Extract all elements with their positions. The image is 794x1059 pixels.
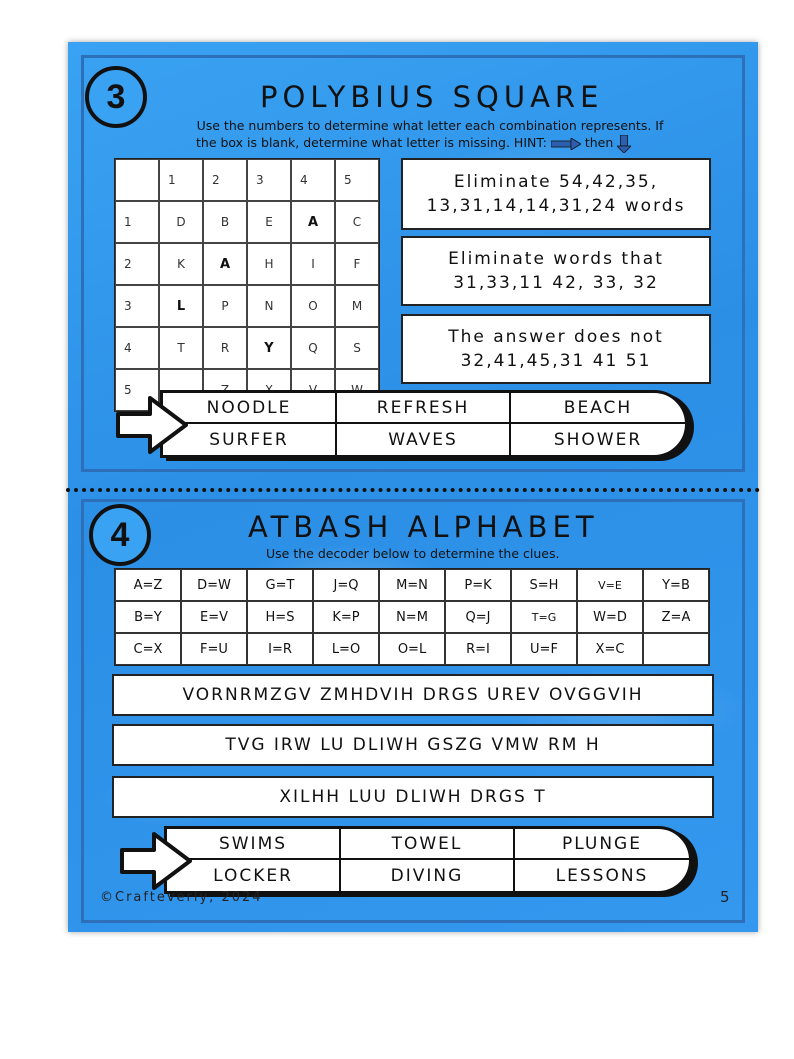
grid-header: 2 <box>115 243 159 285</box>
grid-cell: O <box>291 285 335 327</box>
grid-cell: D <box>159 201 203 243</box>
grid-cell: A <box>291 201 335 243</box>
clue-box-2 <box>401 236 711 306</box>
decoder-cell: D=W <box>181 569 247 601</box>
decoder-cell: W=D <box>577 601 643 633</box>
answer-word[interactable]: SWIMS <box>167 829 341 860</box>
section-divider <box>66 488 760 492</box>
answer-word[interactable]: SURFER <box>163 424 337 455</box>
grid-cell: K <box>159 243 203 285</box>
decoder-cell: Z=A <box>643 601 709 633</box>
section-3-instructions-line1: Use the numbers to determine what letter each combination represents. If <box>196 118 664 133</box>
encoded-clue-2: TVG IRW LU DLIWH GSZG VMW RM H <box>112 724 714 766</box>
grid-cell: C <box>335 201 379 243</box>
grid-cell <box>115 159 159 201</box>
answer-word[interactable]: PLUNGE <box>515 829 689 860</box>
grid-cell: R <box>203 327 247 369</box>
worksheet-page <box>68 42 758 932</box>
pointer-arrow-icon <box>114 394 190 456</box>
grid-header: 4 <box>115 327 159 369</box>
grid-cell: M <box>335 285 379 327</box>
clue-1-line1: Eliminate 54,42,35, <box>453 172 659 192</box>
clue-2-line1: Eliminate words that <box>448 249 664 269</box>
decoder-cell: H=S <box>247 601 313 633</box>
page-number: 5 <box>720 888 730 906</box>
answer-word[interactable]: TOWEL <box>341 829 515 860</box>
decoder-cell: B=Y <box>115 601 181 633</box>
grid-cell: H <box>247 243 291 285</box>
grid-cell: T <box>159 327 203 369</box>
decoder-cell: N=M <box>379 601 445 633</box>
encoded-clue-3: XILHH LUU DLIWH DRGS T <box>112 776 714 818</box>
grid-cell: S <box>335 327 379 369</box>
decoder-cell: X=C <box>577 633 643 665</box>
grid-header: 3 <box>115 285 159 327</box>
answer-word[interactable]: WAVES <box>337 424 511 455</box>
section-3-title: POLYBIUS SQUARE <box>260 80 604 114</box>
decoder-cell: Y=B <box>643 569 709 601</box>
right-arrow-icon <box>551 138 581 150</box>
grid-header: 4 <box>291 159 335 201</box>
decoder-cell: A=Z <box>115 569 181 601</box>
answer-word[interactable]: NOODLE <box>163 393 337 424</box>
decoder-cell: R=I <box>445 633 511 665</box>
clue-box-3 <box>401 314 711 384</box>
decoder-cell: I=R <box>247 633 313 665</box>
grid-header: 3 <box>247 159 291 201</box>
decoder-cell: T=G <box>511 601 577 633</box>
decoder-cell: L=O <box>313 633 379 665</box>
clue-box-1 <box>401 158 711 230</box>
grid-cell: Y <box>247 327 291 369</box>
decoder-cell: Q=J <box>445 601 511 633</box>
decoder-cell: O=L <box>379 633 445 665</box>
answer-word[interactable]: SHOWER <box>553 429 643 450</box>
answer-word[interactable]: LOCKER <box>167 860 341 891</box>
grid-cell: I <box>291 243 335 285</box>
answer-word[interactable]: REFRESH <box>337 393 511 424</box>
decoder-cell: F=U <box>181 633 247 665</box>
grid-cell: P <box>203 285 247 327</box>
decoder-cell <box>643 633 709 665</box>
instructions-then-text: then <box>584 135 614 150</box>
grid-header: 2 <box>203 159 247 201</box>
decoder-cell: J=Q <box>313 569 379 601</box>
section-4-instructions: Use the decoder below to determine the clues. <box>266 546 560 561</box>
section-3-number: 3 <box>85 66 147 128</box>
decoder-cell: V=E <box>577 569 643 601</box>
decoder-cell: C=X <box>115 633 181 665</box>
clue-3-line2: 32,41,45,31 41 51 <box>460 351 652 371</box>
grid-cell: B <box>203 201 247 243</box>
grid-cell: Q <box>291 327 335 369</box>
grid-header: 1 <box>115 201 159 243</box>
instructions-line2-text: the box is blank, determine what letter is missing. HINT: <box>196 135 547 150</box>
encoded-clue-1: VORNRMZGV ZMHDVIH DRGS UREV OVGGVIH <box>112 674 714 716</box>
grid-cell: N <box>247 285 291 327</box>
decoder-cell: M=N <box>379 569 445 601</box>
grid-header: 5 <box>115 369 159 411</box>
decoder-cell: S=H <box>511 569 577 601</box>
decoder-cell: G=T <box>247 569 313 601</box>
clue-1-line2: 13,31,14,14,31,24 words <box>426 196 686 216</box>
copyright-text: ©Crafteverly, 2024 <box>100 890 263 905</box>
decoder-cell: E=V <box>181 601 247 633</box>
clue-2-line2: 31,33,11 42, 33, 32 <box>453 273 659 293</box>
answer-word[interactable]: DIVING <box>341 860 515 891</box>
decoder-cell: K=P <box>313 601 379 633</box>
section-4-title: ATBASH ALPHABET <box>248 510 599 544</box>
section-3-instructions-line2 <box>196 134 631 153</box>
grid-cell: E <box>247 201 291 243</box>
section-4-number: 4 <box>89 504 151 566</box>
decoder-cell: P=K <box>445 569 511 601</box>
decoder-cell: U=F <box>511 633 577 665</box>
grid-cell: L <box>159 285 203 327</box>
grid-header: 5 <box>335 159 379 201</box>
answer-bar-4 <box>164 826 692 894</box>
clue-3-line1: The answer does not <box>448 327 664 347</box>
grid-header: 1 <box>159 159 203 201</box>
pointer-arrow-icon <box>118 830 194 892</box>
answer-word[interactable]: LESSONS <box>555 865 649 886</box>
atbash-decoder-table <box>114 568 710 666</box>
polybius-grid <box>114 158 380 412</box>
grid-cell: F <box>335 243 379 285</box>
answer-word[interactable]: BEACH <box>511 393 685 424</box>
down-arrow-icon <box>617 135 631 153</box>
grid-cell: A <box>203 243 247 285</box>
answer-bar-3 <box>160 390 688 458</box>
